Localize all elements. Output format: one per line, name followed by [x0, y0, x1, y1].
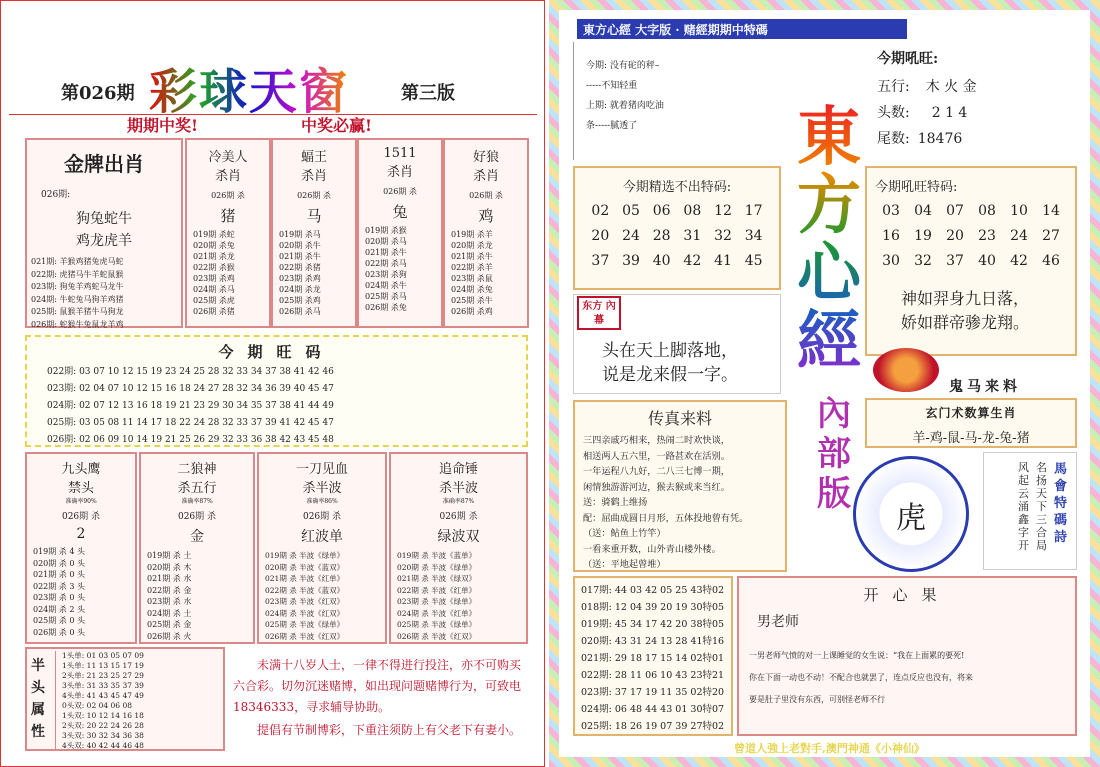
tou-row [877, 100, 1063, 126]
bantou-row: 3头双: 30 32 34 36 38 [62, 731, 144, 740]
bottom-row: 025期 杀 半波《绿单》 [397, 620, 477, 629]
bottom-row: 022期 杀 3 头 [33, 581, 85, 591]
history-row: 019期: 45 34 17 42 20 38特05 [581, 619, 725, 630]
bottom-row: 026期 杀 半波《红双》 [397, 631, 477, 641]
bottom-row: 022期 杀 半波《蓝双》 [265, 585, 345, 595]
wangtema-poem: 神如羿身九日落， [901, 289, 1030, 308]
jingxuan-number: 12 [714, 203, 732, 219]
shaxiao-row: 020期 杀兔 [193, 241, 235, 250]
chuanzhen-box [573, 400, 787, 572]
bottom-col-1 [25, 452, 137, 644]
wang-title: 今期吼旺: [877, 51, 939, 67]
issue-label: 第026期 [61, 83, 135, 104]
bantou-row: 1头单: 01 03 05 07 09 [62, 651, 144, 660]
xuanmen-value: 羊-鸡-鼠-马-龙-兔-猪 [912, 431, 1030, 446]
jingxuan-number: 41 [714, 253, 732, 269]
wangtema-number: 23 [978, 228, 996, 244]
shaxiao-col-2 [271, 138, 357, 328]
bottom-row: 023期 杀 0 头 [33, 593, 85, 602]
history-row: 023期: 37 17 19 11 35 02特20 [581, 687, 725, 698]
logo-title: 彩球天窗 [149, 53, 349, 122]
wuxing-label: 五行: [877, 79, 910, 95]
wangtema-number: 08 [978, 203, 996, 219]
wangtema-number: 10 [1010, 203, 1028, 219]
kaixin-text: 你在下面一动也不动！不配合也就罢了，连点反应也没有，将来 [749, 673, 973, 682]
chuanzhen-line: 闲情独游游河边，猴去猴或来当红。 [583, 481, 730, 493]
shaxiao-sub: 杀肖 [386, 165, 413, 180]
jingxuan-number: 17 [744, 203, 763, 219]
wangma-box [25, 335, 528, 447]
wangtema-number: 30 [882, 253, 900, 269]
bottom-row: 026期 杀 0 头 [33, 627, 85, 637]
xuanmen-box [865, 398, 1077, 448]
guima-label: 鬼马来料 [949, 379, 1021, 395]
shaxiao-period: 026期 杀 [383, 187, 417, 196]
jinpai-row: 021期: 羊猴鸡猪兔虎马蛇 [31, 257, 124, 266]
shaxiao-group [185, 138, 529, 328]
shaxiao-row: 025期 杀马 [365, 292, 407, 301]
bottom-row: 024期 杀 半波《红单》 [397, 608, 477, 618]
history-row: 024期: 06 48 44 43 01 30特07 [581, 704, 725, 715]
jinpai-row: 022期: 虎猪马牛羊蛇鼠猴 [31, 269, 124, 279]
history-row: 021期: 29 18 17 15 14 02特01 [581, 653, 725, 664]
neimu-tag: 东方 內幕 [577, 296, 621, 330]
shaxiao-row: 021期 杀牛 [451, 252, 493, 261]
kaixin-text: 要是肚子里没有东西，可别怪老师不行 [749, 695, 885, 704]
bottom-banner: 曾道人強上老對手,澳門神通《小神仙》 [734, 742, 925, 755]
notice-text-2: 提倡有节制博彩，下重注须防上有父老下有妻小。 [257, 723, 522, 737]
wangtema-number: 14 [1042, 203, 1060, 219]
wangtema-number: 37 [946, 253, 964, 269]
poem-line: 今期: 没有砣的秤– [586, 61, 660, 71]
shaxiao-period: 026期 杀 [211, 191, 245, 200]
bantou-row: 4头单: 41 43 45 47 49 [62, 691, 144, 700]
wei-row [877, 126, 1063, 152]
shaxiao-col-1 [185, 138, 271, 328]
bottom-name: 九头鹰 [61, 462, 101, 477]
left-page [0, 0, 545, 767]
bottom-row: 021期 杀 水 [147, 574, 192, 583]
logo-sub: 內部版 [817, 394, 851, 514]
chuanzhen-line: 送：骑鹤上维扬 [583, 497, 648, 508]
side-tag: 馬會特碼詩 [1054, 462, 1068, 545]
bottom-rate: 准确率90% [65, 498, 97, 505]
shaxiao-row: 023期 杀鼠 [451, 274, 493, 283]
chuanzhen-line: 相送两人五六里，一路甚欢在活别。 [583, 450, 730, 462]
wangtema-numbers [875, 203, 1067, 269]
kaixin-sub: 男老师 [757, 614, 799, 630]
jingxuan-number: 45 [744, 253, 763, 269]
kaixin-title: 开心果 [863, 586, 951, 604]
bottom-rate: 准确率86% [306, 498, 338, 505]
shaxiao-row: 023期 杀鸡 [279, 274, 321, 283]
jingxuan-number: 32 [714, 228, 732, 244]
bantou-row: 2头双: 20 22 24 26 28 [62, 721, 144, 730]
shaxiao-row: 023期 杀狗 [365, 270, 407, 279]
history-box [573, 576, 733, 736]
shaxiao-row: 021期 杀龙 [193, 252, 235, 261]
chuanzhen-line: （送：平地起曾堆） [583, 559, 666, 570]
bantou-row: 4头双: 40 42 44 46 48 [62, 741, 144, 750]
shaxiao-row: 026期 杀鸡 [451, 307, 493, 316]
wangma-row: 022期: 03 07 10 12 15 19 23 24 25 28 32 33 34 37 38 41 42 46 [47, 367, 334, 377]
kaixin-box [737, 576, 1077, 736]
wangtema-number: 24 [1010, 228, 1028, 244]
jingxuan-number: 42 [683, 253, 702, 269]
wangtema-number: 27 [1042, 228, 1060, 244]
shaxiao-row: 024期 杀龙 [279, 285, 321, 294]
jinpai-period: 026期: [41, 190, 71, 200]
shaxiao-row: 024期 杀马 [193, 285, 235, 294]
wei-value: 18476 [917, 131, 963, 147]
wangtema-number: 16 [882, 228, 900, 244]
slogan-1: 期期中奖! [127, 116, 199, 135]
shaxiao-row: 025期 杀牛 [451, 296, 493, 305]
jingxuan-number: 37 [591, 253, 610, 269]
jinpai-title: 金牌出肖 [64, 152, 144, 176]
bantou-row: 0头双: 02 04 06 08 [62, 701, 133, 710]
shaxiao-value: 马 [306, 207, 322, 225]
xuanmen-title: 玄门术数算生肖 [925, 406, 1017, 420]
shaxiao-name: 好狼 [472, 150, 499, 165]
wangtema-title: 今期吼旺特码: [875, 180, 958, 195]
poem-line: 上期: 就着猪肉吃油 [586, 101, 664, 111]
bantou-row: 2头单: 21 23 25 27 29 [62, 671, 144, 680]
wangtema-box [865, 166, 1077, 356]
shaxiao-name: 蝠王 [300, 150, 327, 165]
chuanzhen-line: （送：鲇鱼上竹竿） [583, 528, 666, 539]
side-poem-box [983, 452, 1077, 570]
bottom-row: 023期 杀 水 [147, 597, 192, 606]
shaxiao-value: 鸡 [478, 207, 494, 225]
jingxuan-title: 今期精选不出特码: [622, 180, 732, 195]
right-page [549, 0, 1100, 767]
edition-label: 第三版 [401, 83, 455, 104]
jingxuan-number: 31 [683, 228, 702, 244]
shaxiao-row: 022期 杀羊 [451, 263, 493, 272]
notice-text: 未满十八岁人士，一律不得进行投注，亦不可购买六合彩。切勿沉迷赌博，如出现问题赌博行为，可致电18346333，寻求辅导协助。 [233, 658, 522, 714]
shaxiao-row: 019期 杀羊 [451, 230, 493, 239]
bottom-row: 024期 杀 2 头 [33, 604, 85, 614]
bottom-period: 026期 杀 [61, 512, 101, 522]
shaxiao-row: 025期 杀虎 [193, 296, 235, 305]
shaxiao-row: 019期 杀猴 [365, 226, 407, 235]
bottom-sub: 杀半波 [438, 481, 478, 496]
wangtema-number: 46 [1042, 253, 1060, 269]
wangma-row: 023期: 02 04 07 10 12 15 16 18 24 27 28 32 34 36 39 40 45 47 [47, 384, 334, 394]
shaxiao-row: 020期 杀牛 [279, 241, 321, 250]
tou-value: 2 1 4 [931, 105, 968, 121]
bottom-row: 019期 杀 半波《绿单》 [265, 551, 345, 560]
shaxiao-period: 026期 杀 [297, 191, 331, 200]
jinpai-row: 026期: 蛇猴牛兔鼠龙羊鸡 [31, 319, 124, 329]
shaxiao-value: 猪 [220, 207, 236, 225]
bottom-row: 025期 杀 金 [147, 620, 192, 629]
bantou-box [25, 647, 225, 751]
shaxiao-col-3 [357, 138, 443, 328]
main-logo: 東方心經 [793, 104, 865, 376]
jingxuan-number: 05 [622, 203, 640, 219]
wangtema-number: 03 [882, 203, 900, 219]
shaxiao-name: 冷美人 [208, 150, 248, 165]
wangtema-number: 42 [1010, 253, 1028, 269]
wangtema-number: 40 [978, 253, 996, 269]
poem-top-box [573, 42, 713, 160]
shaxiao-row: 019期 杀蛇 [193, 230, 235, 239]
jingxuan-number: 20 [591, 228, 610, 244]
shaxiao-row: 022期 杀猪 [279, 263, 321, 272]
shaxiao-row: 025期 杀鸡 [279, 296, 321, 305]
tou-label: 头数: [877, 105, 910, 121]
wangtema-number: 04 [914, 203, 932, 219]
wangtema-number: 07 [946, 203, 964, 219]
bottom-row: 020期 杀 半波《蓝双》 [265, 562, 345, 572]
jinpai-row: 023期: 狗兔羊鸡蛇马龙牛 [31, 282, 124, 292]
shaxiao-row: 022期 杀马 [365, 259, 407, 268]
shaxiao-value: 兔 [392, 203, 408, 221]
bottom-col-3 [257, 452, 387, 644]
shaxiao-row: 019期 杀马 [279, 230, 321, 239]
chuanzhen-line: 配：屈曲成圆日月形，五体投地曾有凭。 [583, 512, 749, 524]
riddle-line: 头在天上脚落地， [602, 341, 738, 361]
riddle-line: 说是龙来假一字。 [602, 365, 738, 385]
bantou-row: 1头单: 11 13 15 17 19 [62, 661, 144, 670]
bottom-period: 026期 杀 [302, 512, 342, 522]
jingxuan-numbers [585, 203, 769, 269]
chuanzhen-line: 三四亲戚巧相来，热闹二时欢快谈， [583, 435, 730, 446]
jingxuan-number: 06 [652, 203, 671, 219]
bottom-row: 025期 杀 0 头 [33, 616, 85, 625]
history-row: 017期: 44 03 42 05 25 43特02 [581, 585, 725, 596]
bottom-row: 019期 杀 土 [147, 551, 192, 560]
shaxiao-row: 020期 杀龙 [451, 241, 493, 250]
history-row: 025期: 18 26 19 07 39 27特02 [581, 721, 725, 732]
bantou-row: 3头单: 31 33 35 37 39 [62, 681, 144, 690]
bottom-row: 020期 杀 半波《绿单》 [397, 562, 477, 572]
bottom-name: 一刀见血 [295, 462, 348, 477]
shaxiao-row: 024期 杀牛 [365, 281, 407, 290]
jinpai-row: 024期: 牛蛇兔马狗羊鸡猪 [31, 294, 124, 304]
bottom-row: 019期 杀 半波《蓝单》 [397, 551, 477, 560]
bottom-row: 023期 杀 半波《红双》 [265, 597, 345, 606]
wei-label: 尾数: [877, 131, 910, 147]
wangtema-poem: 娇如群帝骖龙翔。 [901, 313, 1030, 332]
shaxiao-row: 022期 杀猴 [193, 263, 235, 272]
shaxiao-period: 026期 杀 [469, 191, 503, 200]
jinpai-row: 025期: 鼠猴羊猪牛马狗龙 [31, 307, 124, 317]
bottom-value: 金 [190, 529, 204, 545]
poem-line: -----不知轻重 [586, 81, 638, 91]
bottom-row: 026期 杀 半波《红双》 [265, 631, 345, 641]
bantou-row: 1头双: 10 12 14 16 18 [62, 711, 144, 720]
shaxiao-row: 023期 杀鸡 [193, 274, 235, 283]
poem-line: 条-----腻透了 [586, 121, 638, 131]
wangtema-number: 20 [946, 228, 964, 244]
bottom-row: 026期 杀 火 [147, 631, 192, 641]
bottom-sub: 禁头 [67, 481, 94, 496]
shaxiao-row: 024期 杀兔 [451, 285, 493, 294]
top-banner: 東方心經 大字版 · 赌經期期中特碼 [577, 19, 907, 39]
bottom-rate: 准确率87% [181, 498, 213, 505]
shaxiao-name: 1511 [383, 146, 417, 161]
shaxiao-sub: 杀肖 [472, 169, 499, 184]
slogan-2: 中奖必赢! [301, 116, 373, 135]
jingxuan-box [573, 166, 781, 290]
bottom-col-4 [389, 452, 528, 644]
shaxiao-row: 026期 杀马 [279, 307, 321, 316]
riddle-box [573, 294, 781, 394]
bottom-sub: 杀五行 [177, 481, 217, 496]
bantou-rows [55, 651, 144, 751]
jinpai-rows [31, 256, 181, 332]
bottom-value: 2 [76, 526, 86, 542]
bottom-row: 021期 杀 半波《绿双》 [397, 574, 477, 583]
jinpai-box [25, 138, 183, 328]
bottom-name: 二狼神 [177, 462, 217, 477]
side-poem-line: 风起云涌鑫字开 [1018, 461, 1029, 552]
bottom-value: 红波单 [301, 529, 343, 545]
jingxuan-number: 08 [683, 203, 702, 219]
bantou-label: 半头属性 [31, 658, 45, 740]
chuanzhen-line: 一年运程八九好，二八三七博一期， [583, 466, 730, 477]
shaxiao-row: 021期 杀牛 [365, 248, 407, 257]
wheel-center: 虎 [896, 501, 926, 536]
shaxiao-row: 026期 杀兔 [365, 303, 407, 312]
bottom-rate: 准确率87% [442, 498, 475, 505]
bottom-value: 绿波双 [437, 529, 480, 545]
bottom-row: 023期 杀 半波《绿单》 [397, 597, 477, 606]
jingxuan-number: 34 [744, 228, 763, 244]
history-row: 022期: 28 11 06 10 43 23特21 [581, 670, 725, 681]
bottom-row: 019期 杀 4 头 [33, 547, 85, 556]
bottom-row: 022期 杀 半波《红单》 [397, 585, 477, 595]
jingxuan-number: 28 [652, 228, 671, 244]
chuanzhen-title: 传真来料 [647, 409, 712, 428]
jingxuan-number: 39 [622, 253, 640, 269]
bottom-row: 024期 杀 土 [147, 608, 192, 618]
chuanzhen-line: 一看来重开数，山外青山楼外楼。 [583, 543, 721, 555]
bottom-row: 020期 杀 0 头 [33, 558, 85, 568]
shaxiao-sub: 杀肖 [300, 169, 327, 184]
bottom-row: 024期 杀 半波《红双》 [265, 608, 345, 618]
bottom-period: 026期 杀 [177, 512, 217, 522]
wangma-row: 026期: 02 06 09 10 14 19 21 25 26 29 32 33 36 38 42 43 45 48 [47, 435, 334, 445]
jinpai-line2: 鸡龙虎羊 [76, 233, 132, 249]
bottom-row: 025期 杀 半波《绿单》 [265, 620, 345, 629]
wangtema-number: 19 [914, 228, 932, 244]
left-header [9, 45, 537, 120]
shaxiao-sub: 杀肖 [214, 169, 241, 184]
jingxuan-number: 24 [622, 228, 640, 244]
wuxing-row [877, 74, 1063, 100]
bottom-period: 026期 杀 [439, 512, 478, 522]
bottom-col-2 [139, 452, 255, 644]
zodiac-wheel [853, 456, 969, 572]
wangma-title: 今期旺码 [218, 343, 335, 361]
history-row: 020期: 43 31 24 13 28 41特16 [581, 636, 725, 647]
wangma-row: 025期: 03 05 08 11 14 17 18 22 24 28 32 33 37 39 41 42 45 47 [47, 418, 334, 428]
bottom-name: 追命锤 [438, 462, 478, 477]
kaixin-text: 一男老师气愤的对一上课睡觉的女生说：“我在上面累的要死! [749, 651, 965, 660]
bottom-sub: 杀半波 [302, 481, 342, 496]
jinpai-line1: 狗兔蛇牛 [76, 211, 132, 227]
bottom-row: 021期 杀 0 头 [33, 570, 85, 579]
wuxing-value: 木 火 金 [925, 79, 977, 95]
history-row: 018期: 12 04 39 20 19 30特05 [581, 602, 725, 613]
tiger-icon [873, 348, 939, 392]
jingxuan-number: 40 [652, 253, 671, 269]
wangma-row: 024期: 02 07 12 13 16 18 19 21 23 29 30 34 35 37 38 41 44 49 [47, 401, 334, 411]
bottom-row: 021期 杀 半波《红单》 [265, 574, 345, 583]
shaxiao-row: 026期 杀猪 [193, 307, 235, 316]
bottom-row: 020期 杀 木 [147, 562, 192, 572]
wang-box [865, 42, 1075, 160]
wangtema-number: 32 [914, 253, 932, 269]
shaxiao-row: 020期 杀马 [365, 237, 407, 246]
bottom-row: 022期 杀 金 [147, 585, 192, 595]
side-poem-line: 名扬天下三合局 [1036, 461, 1047, 552]
shaxiao-row: 021期 杀牛 [279, 252, 321, 261]
shaxiao-col-4 [443, 138, 529, 328]
jingxuan-number: 02 [591, 203, 610, 219]
